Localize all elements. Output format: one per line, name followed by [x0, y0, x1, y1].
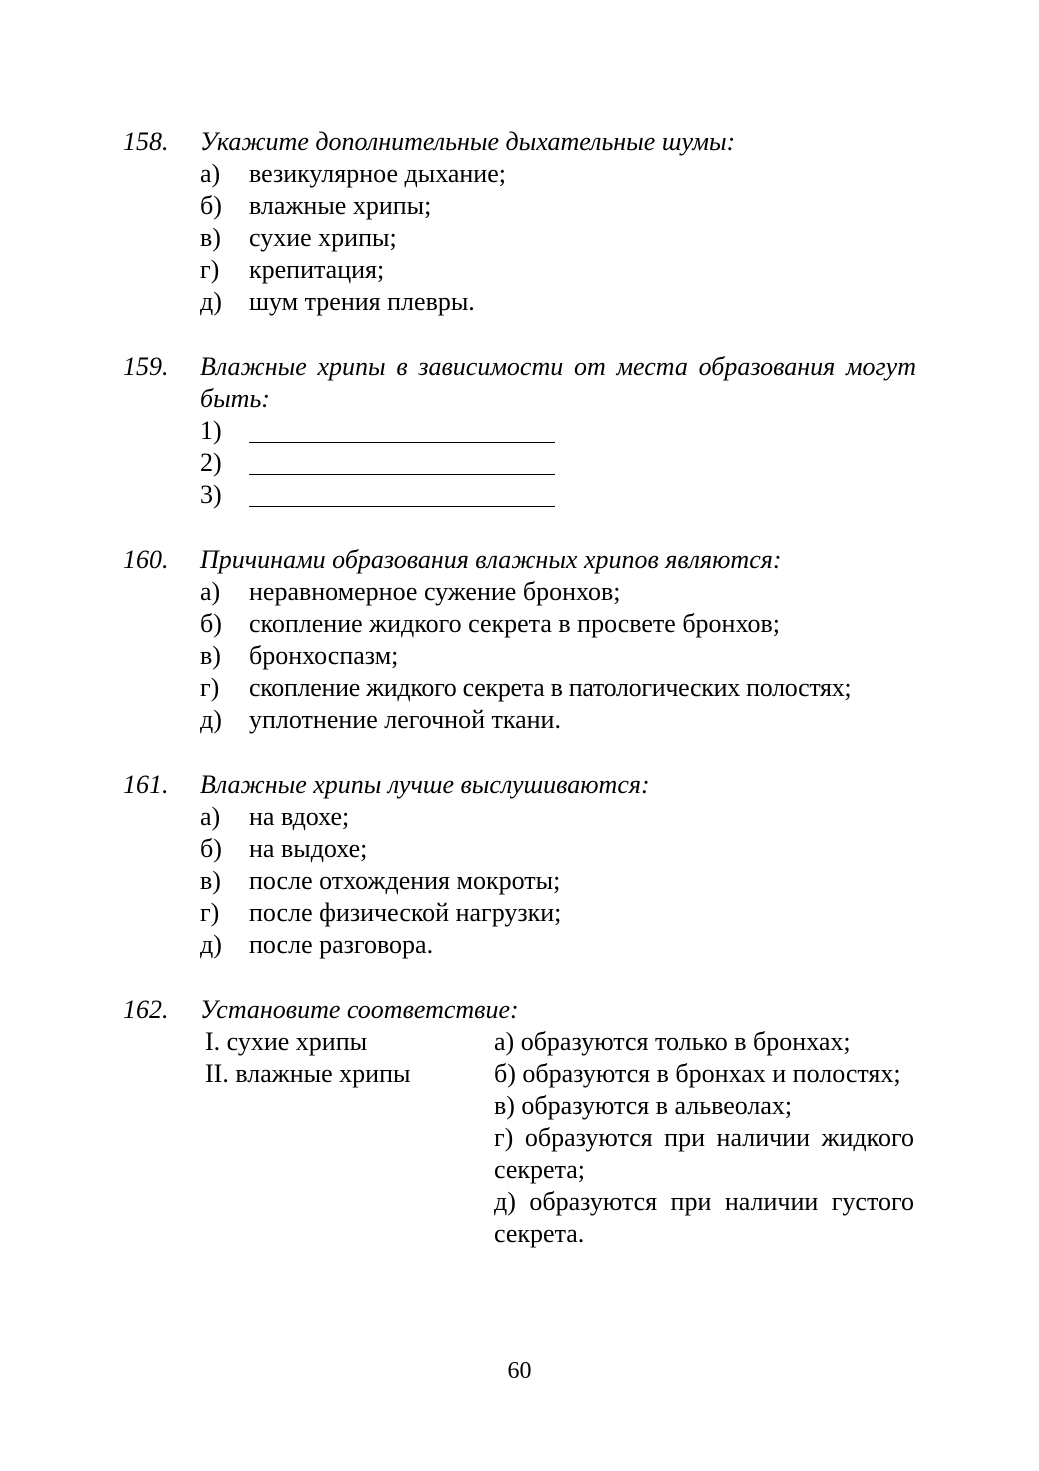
match-right-item: б) образуются в бронхах и полостях;: [494, 1059, 901, 1088]
question-162: [123, 994, 923, 1026]
option-text: на выдохе;: [249, 834, 368, 863]
question-heading: [123, 351, 923, 415]
match-right-item: д) образуются при наличии густого секрета.: [494, 1187, 914, 1248]
option-text: после отхождения мокроты;: [249, 866, 561, 895]
options-list: [200, 158, 923, 318]
question-heading: [123, 994, 923, 1026]
question-text: Причинами образования влажных хрипов являются:: [200, 545, 782, 574]
option-b: [200, 190, 923, 222]
option-text: неравномерное сужение бронхов;: [249, 577, 621, 606]
option-a: [200, 158, 923, 190]
question-heading: [123, 544, 923, 576]
option-letter: д): [200, 287, 222, 316]
option-d: [200, 929, 923, 961]
question-number: 158.: [123, 127, 169, 156]
option-a: [200, 801, 923, 833]
option-letter: г): [200, 898, 220, 927]
option-text: скопление жидкого секрета в просвете бронхов;: [249, 609, 780, 638]
question-number: 160.: [123, 545, 169, 574]
option-letter: в): [200, 641, 221, 670]
option-text: везикулярное дыхание;: [249, 159, 506, 188]
question-heading: [123, 126, 923, 158]
blank-item: [200, 479, 923, 511]
option-letter: б): [200, 191, 222, 220]
option-text: скопление жидкого секрета в патологических полостях;: [249, 673, 852, 702]
answer-blank-line[interactable]: [249, 474, 555, 475]
option-text: бронхоспазм;: [249, 641, 399, 670]
option-text: шум трения плевры.: [249, 287, 475, 316]
option-g: [200, 672, 923, 704]
option-letter: а): [200, 802, 221, 831]
option-text: влажные хрипы;: [249, 191, 432, 220]
answer-blank-line[interactable]: [249, 442, 555, 443]
option-letter: в): [200, 223, 221, 252]
option-g: [200, 897, 923, 929]
option-letter: г): [200, 255, 220, 284]
option-b: [200, 608, 923, 640]
options-list: [200, 801, 923, 961]
option-text: сухие хрипы;: [249, 223, 397, 252]
page-number: 60: [507, 1358, 532, 1384]
option-letter: б): [200, 609, 222, 638]
match-left-item: II. влажные хрипы: [205, 1059, 411, 1088]
option-a: [200, 576, 923, 608]
option-g: [200, 254, 923, 286]
blank-number: 3): [200, 480, 222, 509]
option-letter: в): [200, 866, 221, 895]
match-right-item: в) образуются в альвеолах;: [494, 1091, 793, 1120]
option-d: [200, 286, 923, 318]
option-b: [200, 833, 923, 865]
option-v: [200, 865, 923, 897]
question-161: [123, 769, 923, 961]
option-text: после физической нагрузки;: [249, 898, 562, 927]
option-d: [200, 704, 923, 736]
question-text: Установите соответствие:: [200, 995, 519, 1024]
question-number: 162.: [123, 995, 169, 1024]
question-159: [123, 351, 923, 511]
option-letter: а): [200, 577, 221, 606]
question-158: [123, 126, 923, 318]
blank-number: 1): [200, 416, 222, 445]
blank-item: [200, 447, 923, 479]
matching-right-column: [494, 1026, 914, 1250]
blank-number: 2): [200, 448, 222, 477]
question-160: [123, 544, 923, 736]
question-heading: [123, 769, 923, 801]
question-number: 159.: [123, 352, 169, 381]
options-list: [200, 576, 923, 736]
question-text: Укажите дополнительные дыхательные шумы:: [200, 127, 736, 156]
option-text: уплотнение легочной ткани.: [249, 705, 561, 734]
option-v: [200, 222, 923, 254]
option-letter: г): [200, 673, 220, 702]
option-v: [200, 640, 923, 672]
question-number: 161.: [123, 770, 169, 799]
question-text: Влажные хрипы в зависимости от места образования могут быть:: [200, 352, 916, 413]
blanks-list: [200, 415, 923, 511]
option-letter: б): [200, 834, 222, 863]
blank-item: [200, 415, 923, 447]
match-right-item: г) образуются при наличии жидкого секрета;: [494, 1123, 914, 1184]
answer-blank-line[interactable]: [249, 506, 555, 507]
option-letter: д): [200, 705, 222, 734]
option-text: на вдохе;: [249, 802, 350, 831]
option-letter: а): [200, 159, 221, 188]
option-text: после разговора.: [249, 930, 434, 959]
option-text: крепитация;: [249, 255, 385, 284]
option-letter: д): [200, 930, 222, 959]
match-right-item: а) образуются только в бронхах;: [494, 1027, 851, 1056]
question-text: Влажные хрипы лучше выслушиваются:: [200, 770, 650, 799]
match-left-item: I. сухие хрипы: [205, 1027, 368, 1056]
